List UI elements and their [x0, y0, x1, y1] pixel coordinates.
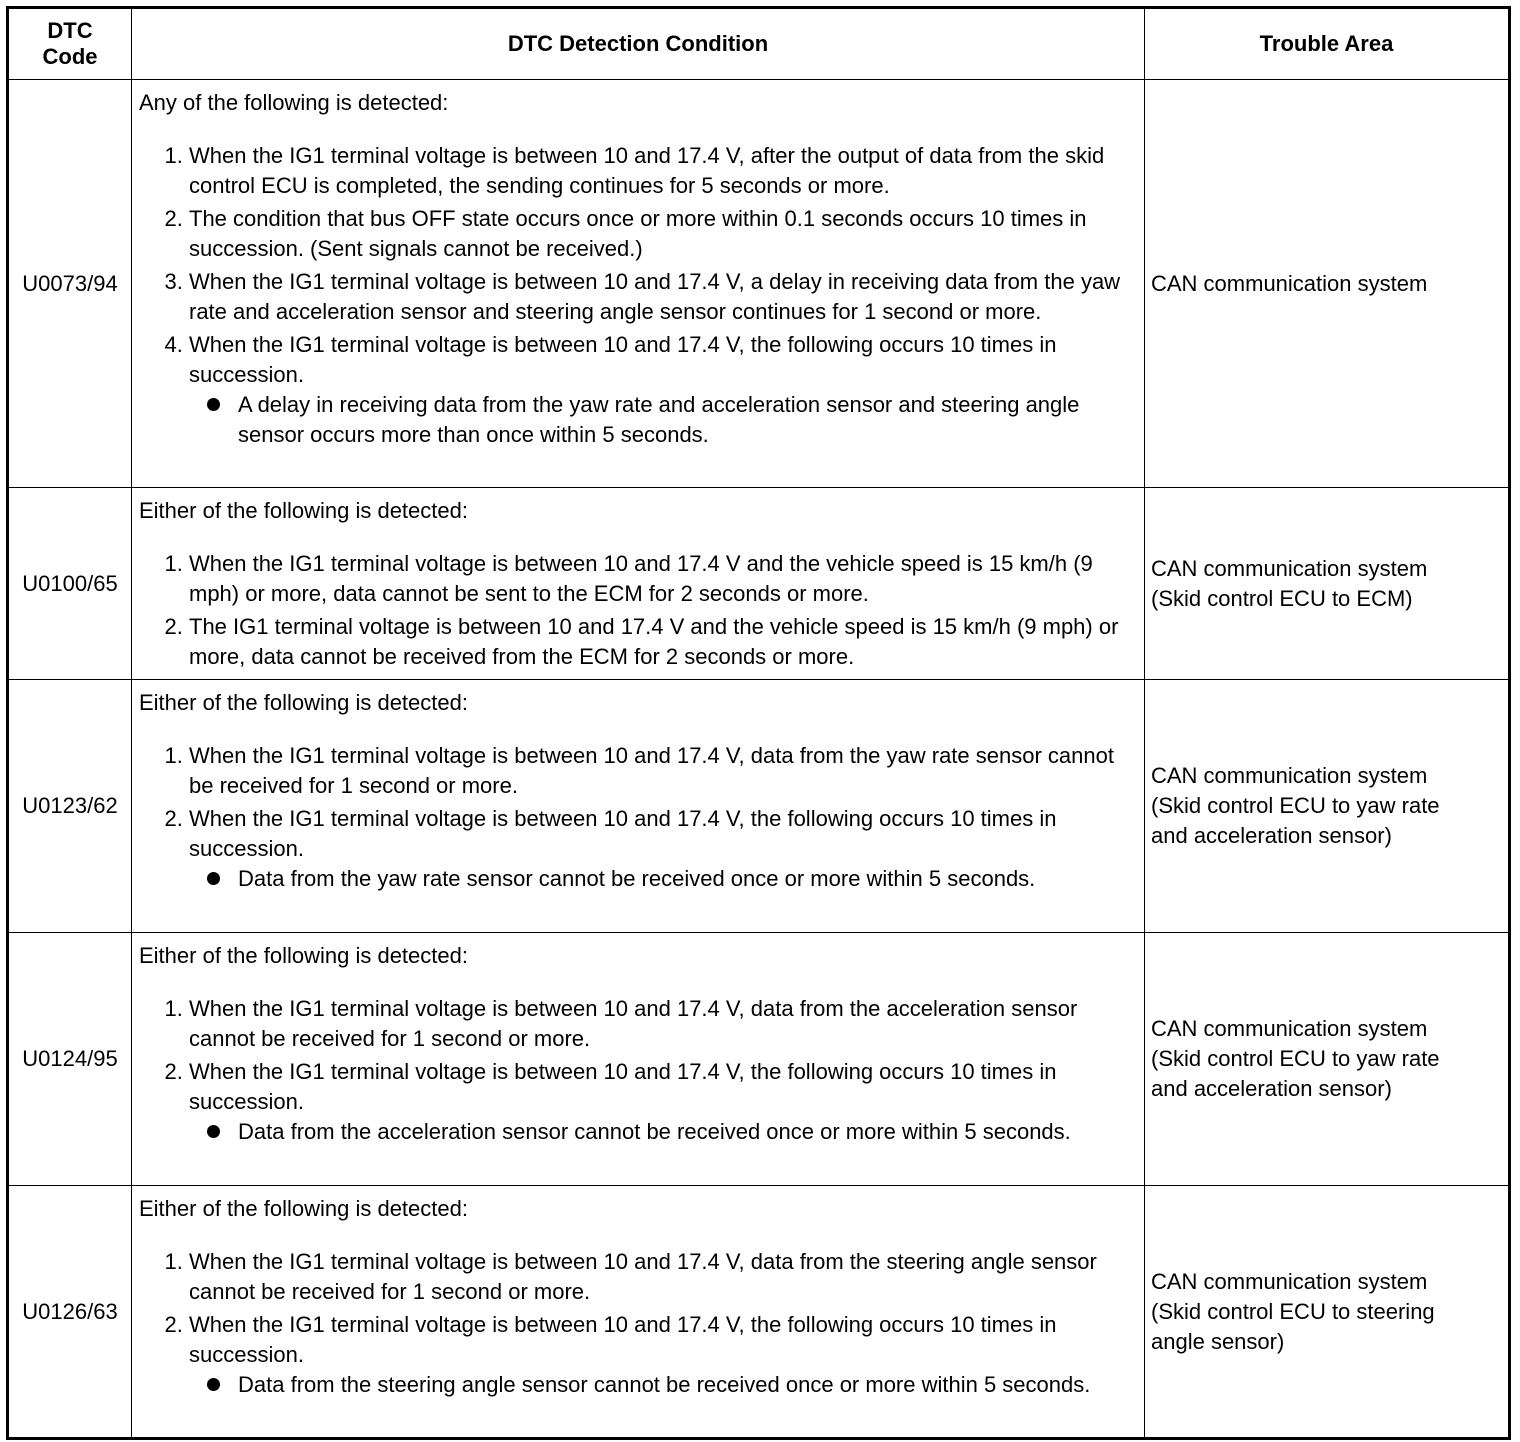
condition-intro: Either of the following is detected: [139, 690, 468, 715]
trouble-area-line: (Skid control ECU to ECM) [1151, 585, 1413, 611]
trouble-area-line: CAN communication system [1151, 270, 1428, 296]
condition-item [189, 141, 1140, 201]
condition-item [189, 267, 1140, 327]
table-row [8, 488, 1510, 680]
condition-sub-list [189, 390, 1140, 450]
trouble-area-cell [1145, 80, 1510, 488]
dtc-code-cell: U0073/94 [8, 80, 132, 488]
bullet-icon [207, 872, 220, 885]
trouble-area-cell [1145, 488, 1510, 680]
condition-sub-item [238, 1370, 1140, 1400]
condition-item-text: When the IG1 terminal voltage is between 10 and 17.4 V, the following occurs 10 times in succession. [189, 332, 1057, 387]
condition-item [189, 994, 1140, 1054]
condition-list [139, 1247, 1140, 1400]
trouble-area-line: angle sensor) [1151, 1328, 1285, 1354]
condition-item-text: When the IG1 terminal voltage is between 10 and 17.4 V, data from the acceleration sensor cannot be received for 1 second or more. [189, 996, 1078, 1051]
condition-intro: Either of the following is detected: [139, 1196, 468, 1221]
condition-item-text: When the IG1 terminal voltage is between 10 and 17.4 V, data from the yaw rate sensor cannot be received for 1 second or more. [189, 743, 1114, 798]
trouble-area-line: CAN communication system [1151, 555, 1428, 581]
trouble-area-line: and acceleration sensor) [1151, 1076, 1392, 1101]
trouble-area-cell [1145, 680, 1510, 933]
header-code-line1: DTC [47, 18, 93, 43]
condition-list [139, 994, 1140, 1147]
condition-list [139, 141, 1140, 450]
trouble-area-line: CAN communication system [1151, 763, 1428, 788]
condition-sub-item-text: Data from the acceleration sensor cannot be received once or more within 5 seconds. [238, 1119, 1071, 1144]
header-row [8, 8, 1510, 80]
condition-item [189, 1310, 1140, 1400]
table-row [8, 680, 1510, 933]
table-row [8, 1186, 1510, 1439]
condition-sub-list [189, 1117, 1140, 1147]
condition-item [189, 741, 1140, 801]
trouble-area-line: (Skid control ECU to yaw rate [1151, 1046, 1440, 1071]
condition-item-text: When the IG1 terminal voltage is between 10 and 17.4 V, after the output of data from the skid control ECU is completed, the sending continues for 5 seconds or more. [189, 143, 1105, 198]
condition-item [189, 204, 1140, 264]
condition-item [189, 612, 1140, 672]
bullet-icon [207, 1125, 220, 1138]
detection-condition-cell [132, 488, 1145, 680]
dtc-code-cell: U0124/95 [8, 933, 132, 1186]
trouble-area-cell [1145, 933, 1510, 1186]
condition-item-text: When the IG1 terminal voltage is between 10 and 17.4 V, the following occurs 10 times in succession. [189, 1312, 1057, 1367]
condition-item [189, 549, 1140, 609]
condition-sub-list [189, 1370, 1140, 1400]
dtc-code-cell: U0126/63 [8, 1186, 132, 1439]
condition-sub-item-text: Data from the steering angle sensor cannot be received once or more within 5 seconds. [238, 1372, 1091, 1397]
condition-item-text: When the IG1 terminal voltage is between 10 and 17.4 V, the following occurs 10 times in succession. [189, 1059, 1057, 1114]
condition-sub-item [238, 1117, 1140, 1147]
condition-list [139, 741, 1140, 894]
condition-item-text: When the IG1 terminal voltage is between 10 and 17.4 V, data from the steering angle sensor cannot be received for 1 second or more. [189, 1249, 1097, 1304]
condition-sub-item-text: Data from the yaw rate sensor cannot be received once or more within 5 seconds. [238, 866, 1036, 891]
detection-condition-cell [132, 933, 1145, 1186]
condition-item-text: When the IG1 terminal voltage is between 10 and 17.4 V and the vehicle speed is 15 km/h (9 mph) or more, data cannot be sent to the ECM for 2 seconds or more. [189, 551, 1093, 606]
bullet-icon [207, 1378, 220, 1391]
header-dtc-code [8, 8, 132, 80]
condition-item [189, 1057, 1140, 1147]
condition-item-text: When the IG1 terminal voltage is between 10 and 17.4 V, a delay in receiving data from the yaw rate and acceleration sensor and steering angle sensor continues for 1 second or more. [189, 269, 1121, 324]
condition-intro: Either of the following is detected: [139, 943, 468, 968]
header-detection-condition: DTC Detection Condition [132, 8, 1145, 80]
detection-condition-cell [132, 1186, 1145, 1439]
trouble-area-line: and acceleration sensor) [1151, 823, 1392, 848]
detection-condition-cell [132, 680, 1145, 933]
condition-item-text: When the IG1 terminal voltage is between 10 and 17.4 V, the following occurs 10 times in succession. [189, 806, 1057, 861]
table-body [8, 80, 1510, 1439]
table-row [8, 933, 1510, 1186]
condition-intro: Any of the following is detected: [139, 90, 449, 115]
condition-list [139, 549, 1140, 672]
table-row [8, 80, 1510, 488]
condition-item [189, 804, 1140, 894]
condition-intro: Either of the following is detected: [139, 498, 468, 523]
condition-sub-item-text: A delay in receiving data from the yaw rate and acceleration sensor and steering angle sensor occurs more than once within 5 seconds. [238, 392, 1080, 447]
trouble-area-line: CAN communication system [1151, 1268, 1428, 1294]
dtc-code-cell: U0123/62 [8, 680, 132, 933]
trouble-area-cell [1145, 1186, 1510, 1439]
bullet-icon [207, 398, 220, 411]
condition-sub-list [189, 864, 1140, 894]
dtc-table [6, 6, 1511, 1440]
trouble-area-line: CAN communication system [1151, 1016, 1428, 1041]
condition-item [189, 1247, 1140, 1307]
header-code-line2: Code [42, 44, 98, 69]
condition-item-text: The IG1 terminal voltage is between 10 and 17.4 V and the vehicle speed is 15 km/h (9 mph) or more, data cannot be received from the ECM for 2 seconds or more. [189, 614, 1119, 669]
detection-condition-cell [132, 80, 1145, 488]
condition-sub-item [238, 390, 1140, 450]
trouble-area-line: (Skid control ECU to steering [1151, 1298, 1435, 1324]
condition-item-text: The condition that bus OFF state occurs once or more within 0.1 seconds occurs 10 times in succession. (Sent signals cannot be received.) [189, 206, 1087, 261]
condition-item [189, 330, 1140, 450]
dtc-code-cell: U0100/65 [8, 488, 132, 680]
trouble-area-line: (Skid control ECU to yaw rate [1151, 793, 1440, 818]
header-trouble-area: Trouble Area [1145, 8, 1510, 80]
condition-sub-item [238, 864, 1140, 894]
